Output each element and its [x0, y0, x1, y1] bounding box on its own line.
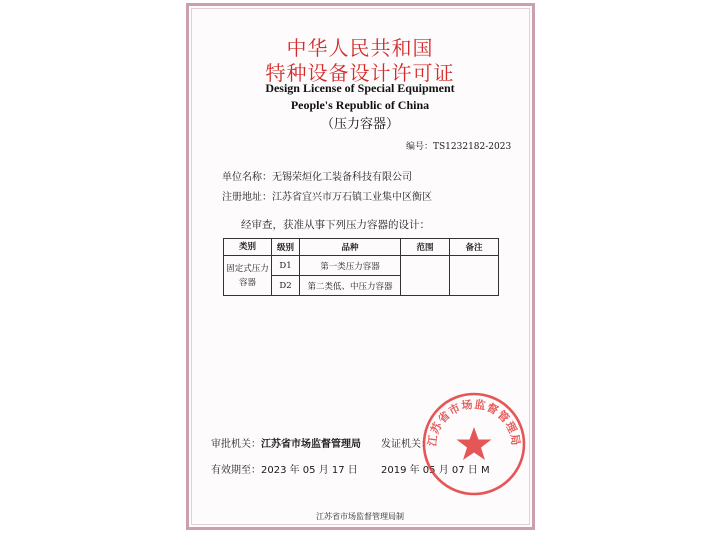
title-en-license: Design License of Special Equipment: [265, 81, 455, 95]
certificate-number: 编号：TS1232182-2023: [406, 142, 512, 152]
title-cn-license: 特种设备设计许可证: [265, 61, 455, 85]
issue-date: 2019 年 05 月 07 日 M: [381, 465, 490, 476]
cell-range: [401, 256, 450, 296]
issuing-authority-label: 发证机关：: [381, 439, 431, 450]
official-seal-icon: [419, 389, 529, 499]
approval-authority-name: 江苏省市场监督管理局: [261, 439, 361, 450]
cell-equipment-type: 固定式压力容器: [224, 256, 272, 296]
header-variety: 品种: [300, 239, 401, 256]
approval-authority: [211, 435, 361, 450]
title-cn-country: 中华人民共和国: [286, 36, 434, 60]
cell-note: [450, 256, 499, 296]
header-note: 备注: [450, 239, 499, 256]
cell-grade: D2: [272, 276, 300, 296]
scope-table: [223, 238, 499, 296]
approval-statement: 经审查，获准从事下列压力容器的设计：: [241, 219, 430, 231]
header-range: 范围: [401, 239, 450, 256]
title-en-country: People's Republic of China: [290, 98, 430, 112]
unit-name: 单位名称：无锡荣烜化工装备科技有限公司: [222, 172, 412, 183]
license-category: （压力容器）: [320, 117, 399, 132]
table-row: [224, 256, 499, 276]
issuer-footer: 江苏省市场监督管理局制: [316, 512, 404, 521]
registered-address: 注册地址：江苏省宜兴市万石镇工业集中区衡区: [222, 192, 432, 203]
approval-authority-label: 审批机关：: [211, 439, 261, 450]
cell-variety: 第二类低、中压力容器: [300, 276, 401, 296]
scope-table-header: [224, 239, 499, 256]
cell-variety: 第一类压力容器: [300, 256, 401, 276]
cell-grade: D1: [272, 256, 300, 276]
header-grade: 级别: [272, 239, 300, 256]
validity-date: 有效期至：2023 年 05 月 17 日: [211, 465, 358, 476]
seal-text: 江苏省市场监督管理局: [425, 397, 523, 448]
header-category: 类别: [224, 239, 272, 256]
